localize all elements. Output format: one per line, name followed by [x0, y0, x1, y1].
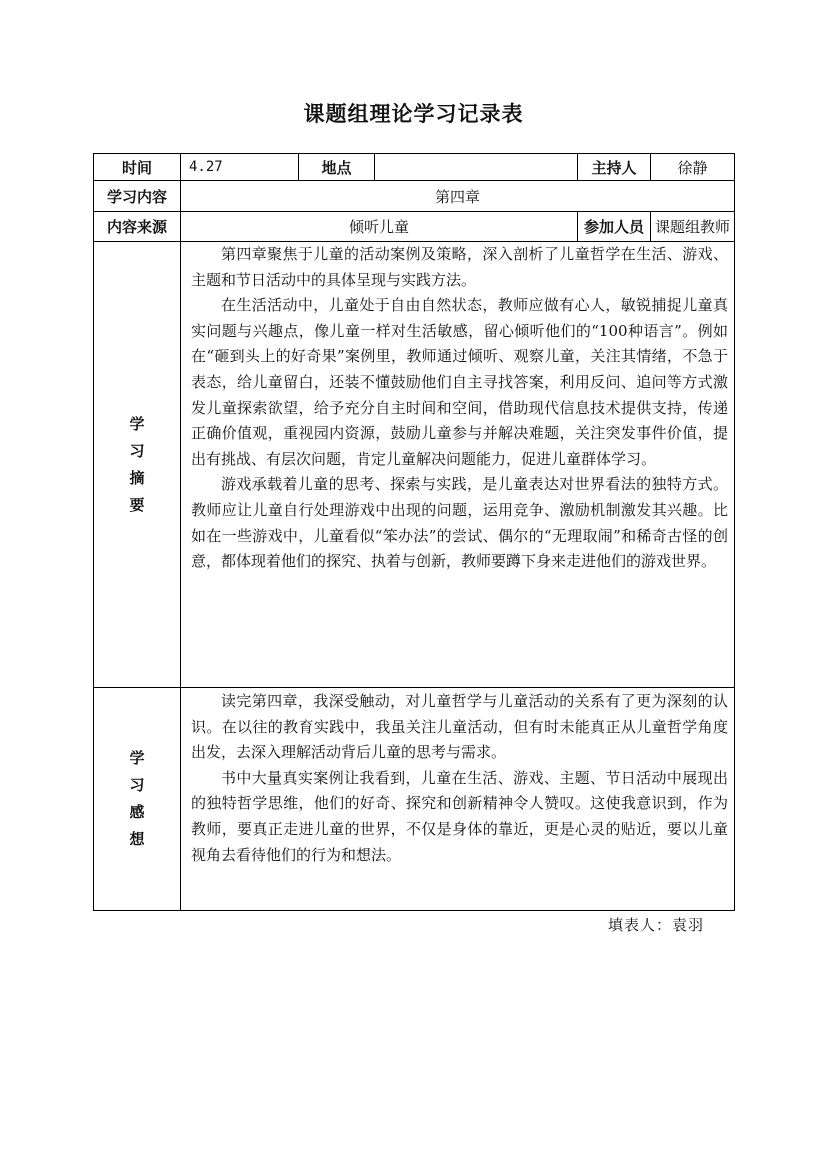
- source-value: 倾听儿童: [181, 212, 578, 242]
- reflection-text: [181, 688, 735, 911]
- record-table: [93, 153, 735, 911]
- host-value: 徐静: [651, 154, 735, 181]
- summary-paragraph: 在生活活动中，儿童处于自由自然状态，教师应做有心人，敏锐捕捉儿童真实问题与兴趣点，像儿童一样对生活敏感，留心倾听他们的“100种语言”。例如在“砸到头上的好奇果”案例里，教师通过倾听、观察儿童，关注其情绪，不急于表态，给儿童留白，还装不懂鼓励他们自主寻找答案，利用反问、追问等方式激发儿童探索欲望，给予充分自主时间和空间，借助现代信息技术提供支持，传递正确价值观，重视园内资源，鼓励儿童参与并解决难题，关注突发事件价值，提出有挑战、有层次问题，肯定儿童解决问题能力，促进儿童群体学习。: [191, 296, 728, 468]
- host-label: 主持人: [578, 154, 651, 181]
- content-label: 学习内容: [94, 181, 181, 212]
- reflection-label: 学 习 感 想: [94, 688, 181, 911]
- place-label: 地点: [299, 154, 375, 181]
- summary-text: [181, 242, 735, 688]
- summary-paragraph: 游戏承载着儿童的思考、探索与实践，是儿童表达对世界看法的独特方式。教师应让儿童自行处理游戏中出现的问题，运用竞争、激励机制激发其兴趣。比如在一些游戏中，儿童看似“笨办法”的尝试、偶尔的“无理取闹”和稀奇古怪的创意，都体现着他们的探究、执着与创新，教师要蹲下身来走进他们的游戏世界。: [191, 475, 728, 571]
- page-title: 课题组理论学习记录表: [303, 101, 524, 126]
- reflection-paragraph: 书中大量真实案例让我看到，儿童在生活、游戏、主题、节日活动中展现出的独特哲学思维，他们的好奇、探究和创新精神令人赞叹。这使我意识到，作为教师，要真正走进儿童的世界，不仅是身体的靠近，更是心灵的贴近，要以儿童视角去看待他们的行为和想法。: [191, 768, 728, 864]
- content-value: 第四章: [181, 181, 735, 212]
- time-value: 4.27: [181, 154, 299, 181]
- table-row-summary: [94, 242, 735, 688]
- summary-label: 学 习 摘 要: [94, 242, 181, 688]
- reflection-paragraph: 读完第四章，我深受触动，对儿童哲学与儿童活动的关系有了更为深刻的认识。在以往的教育实践中，我虽关注儿童活动，但有时未能真正从儿童哲学角度出发，去深入理解活动背后儿童的思考与需求。: [191, 692, 728, 762]
- summary-paragraph: 第四章聚焦于儿童的活动案例及策略，深入剖析了儿童哲学在生活、游戏、主题和节日活动中的具体呈现与实践方法。: [191, 245, 728, 289]
- table-row-content: [94, 181, 735, 212]
- source-label: 内容来源: [94, 212, 181, 242]
- participants-value: 课题组教师: [651, 212, 735, 242]
- filler-signature: 填表人：袁羽: [608, 916, 705, 934]
- table-row-source: [94, 212, 735, 242]
- table-row-reflection: [94, 688, 735, 911]
- table-row-time: [94, 154, 735, 181]
- time-label: 时间: [94, 154, 181, 181]
- place-value: [375, 154, 578, 181]
- participants-label: 参加人员: [578, 212, 651, 242]
